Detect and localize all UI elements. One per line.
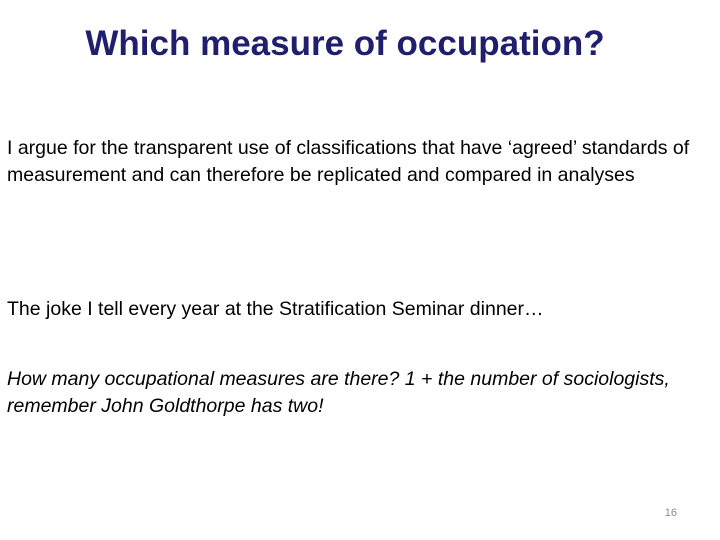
- body-paragraph-argument: I argue for the transparent use of classifications that have ‘agreed’ standards of measurement and can therefore be replicated and compared in analyses: [7, 137, 690, 186]
- body-paragraph-joke-intro: The joke I tell every year at the Stratification Seminar dinner…: [7, 298, 544, 320]
- page-number: 16: [664, 507, 677, 519]
- body-paragraph-joke: How many occupational measures are there? 1 + the number of sociologists, remember John Goldthorpe has two!: [7, 368, 670, 417]
- slide-title: Which measure of occupation?: [85, 24, 605, 63]
